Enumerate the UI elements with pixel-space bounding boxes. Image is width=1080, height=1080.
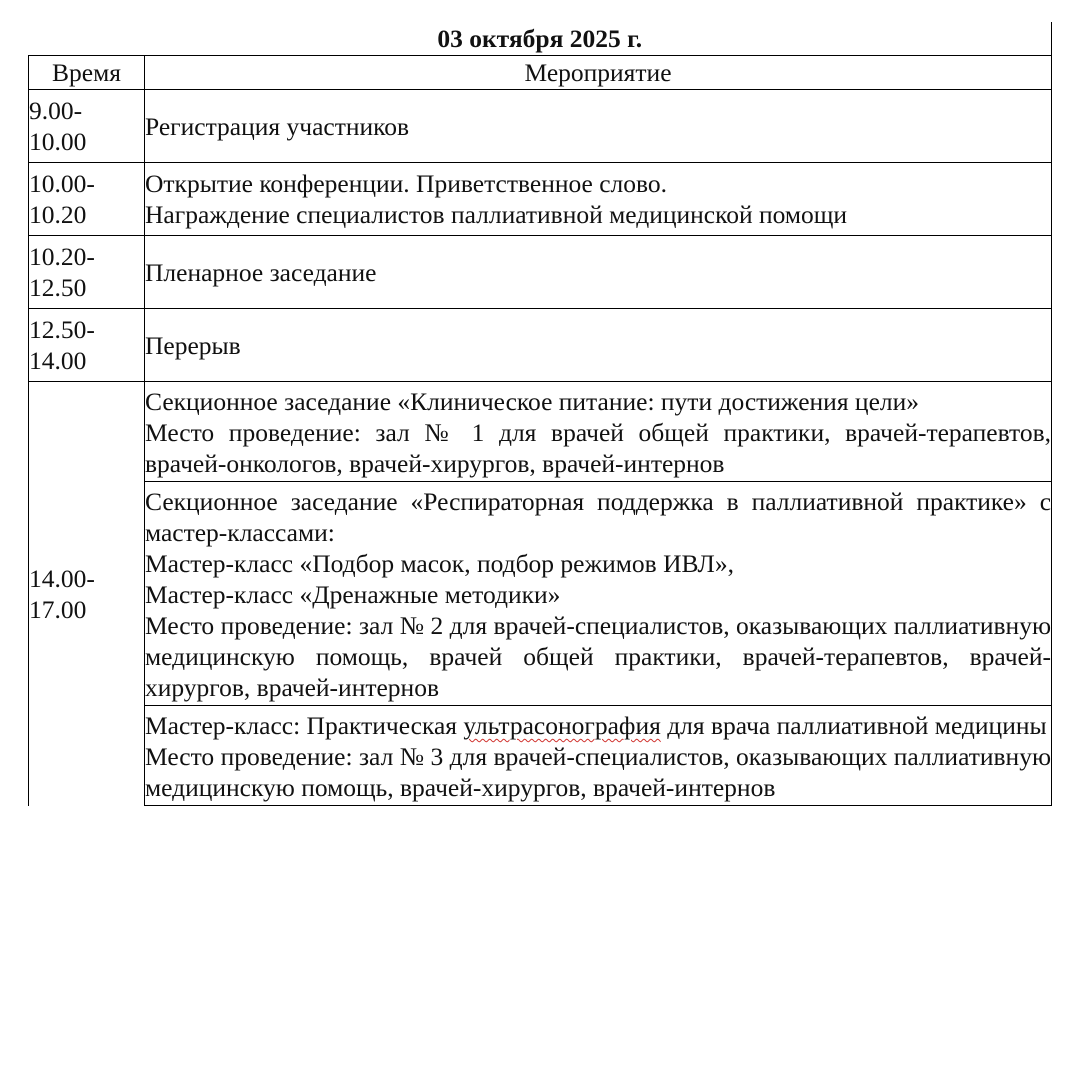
time-start: 10.20- (29, 242, 95, 271)
time-cell (29, 382, 145, 806)
session-1-cell (145, 382, 1052, 482)
time-end: 17.00 (29, 594, 87, 624)
time-start: 10.00- (29, 169, 95, 198)
session-2-title: Секционное заседание «Респираторная поддержка в паллиативной практике» с мастер-классами: (145, 487, 1052, 547)
event-cell (145, 90, 1052, 163)
event-text: Награждение специалистов паллиативной медицинской помощи (145, 200, 848, 229)
table-row (29, 236, 1052, 309)
time-cell (29, 163, 145, 236)
time-end: 12.50 (29, 273, 87, 302)
event-cell (145, 309, 1052, 382)
session-2-cell (145, 482, 1052, 706)
time-end: 10.20 (29, 200, 87, 229)
session-3-title (145, 710, 1051, 741)
time-cell (29, 236, 145, 309)
event-cell (145, 163, 1052, 236)
time-cell (29, 90, 145, 163)
session-2-masterclass-2: Мастер-класс «Дренажные методики» (145, 580, 561, 609)
time-start: 12.50- (29, 315, 95, 344)
session-3-title-b: для врача паллиативной медицины (660, 711, 1047, 740)
session-1-place: Место проведение: зал № 1 для врачей общей практики, врачей-терапевтов, врачей-онкологов, врачей-хирургов, врачей-интернов (145, 418, 1052, 478)
session-2-place: Место проведение: зал № 2 для врачей-специалистов, оказывающих паллиативную медицинскую помощь, врачей общей практики, врачей-терапевтов, врачей-хирургов, врачей-интернов (145, 611, 1052, 702)
time-end: 10.00 (29, 127, 87, 156)
event-cell (145, 236, 1052, 309)
event-text: Перерыв (145, 330, 241, 360)
session-2-masterclass-1: Мастер-класс «Подбор масок, подбор режимов ИВЛ», (145, 549, 734, 578)
schedule-table (28, 22, 1052, 806)
table-row (29, 309, 1052, 382)
time-end: 14.00 (29, 346, 87, 375)
table-row (29, 706, 1052, 806)
table-row (29, 163, 1052, 236)
session-1-title: Секционное заседание «Клиническое питание: пути достижения цели» (145, 387, 920, 416)
event-text: Открытие конференции. Приветственное слово. (145, 169, 668, 198)
session-3-place: Место проведение: зал № 3 для врачей-специалистов, оказывающих паллиативную медицинскую помощь, врачей-хирургов, врачей-интернов (145, 742, 1052, 802)
table-row (29, 90, 1052, 163)
time-cell (29, 309, 145, 382)
table-row (29, 382, 1052, 482)
session-3-cell (145, 706, 1052, 806)
header-time: Время (29, 56, 145, 90)
schedule-wrapper (28, 22, 1051, 806)
header-row (29, 56, 1052, 90)
spellcheck-word: ультрасонография (463, 711, 661, 740)
time-start: 9.00- (29, 96, 83, 125)
session-3-title-a: Мастер-класс: Практическая (145, 711, 464, 740)
event-text: Пленарное заседание (145, 257, 377, 287)
title-row (29, 22, 1052, 56)
schedule-date-title: 03 октября 2025 г. (29, 22, 1052, 56)
table-row (29, 482, 1052, 706)
time-start: 14.00- (29, 563, 95, 593)
header-event: Мероприятие (145, 56, 1052, 90)
event-text: Регистрация участников (145, 111, 410, 141)
